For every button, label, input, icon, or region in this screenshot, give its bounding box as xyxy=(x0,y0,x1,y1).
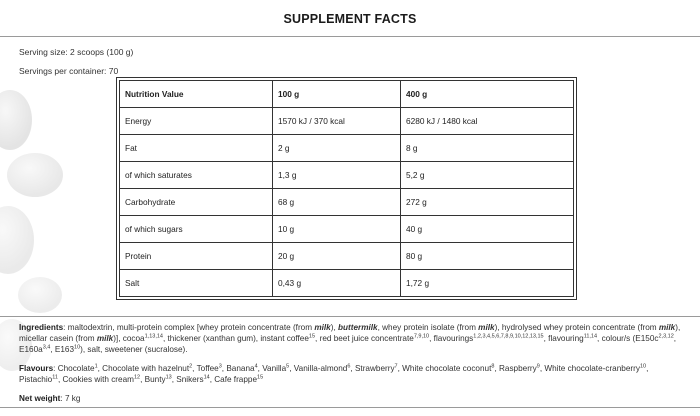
text-segment: ), micellar casein (from xyxy=(19,323,681,343)
text-segment: , White chocolate-cranberry xyxy=(539,364,640,373)
footnote-ref: 1 xyxy=(94,363,98,370)
allergen-word: milk xyxy=(658,323,676,332)
row-label: Salt xyxy=(120,270,273,297)
footnote-ref: 3,4 xyxy=(42,344,51,351)
footnote-ref: 10 xyxy=(74,344,81,351)
text-segment: , whey protein isolate (from xyxy=(377,323,479,332)
footnote-ref: 2 xyxy=(189,363,193,370)
page-title: SUPPLEMENT FACTS xyxy=(283,12,417,26)
text-segment: , Bunty xyxy=(140,375,166,384)
text-segment: , Cafe frappe xyxy=(209,375,258,384)
footnote-ref: 15 xyxy=(308,333,316,340)
footnote-ref: 4 xyxy=(254,363,258,370)
footnote-ref: 8 xyxy=(491,363,495,370)
divider-bottom xyxy=(0,407,700,408)
net-weight-value: : 7 kg xyxy=(60,394,81,403)
text-segment: , flavouring xyxy=(543,334,584,343)
table-row xyxy=(120,216,574,243)
flavours-text xyxy=(19,363,689,385)
table-row xyxy=(120,108,574,135)
text-segment: , Pistachio xyxy=(19,364,649,384)
row-value-100g: 1,3 g xyxy=(273,162,401,189)
row-value-100g: 10 g xyxy=(273,216,401,243)
text-segment: , E160a xyxy=(19,334,677,354)
row-value-100g: 2 g xyxy=(273,135,401,162)
ingredients-label: Ingredients xyxy=(19,323,64,332)
row-label: Protein xyxy=(120,243,273,270)
row-value-400g: 40 g xyxy=(401,216,574,243)
row-value-400g: 1,72 g xyxy=(401,270,574,297)
footnote-ref: 9 xyxy=(536,363,540,370)
row-value-100g: 1570 kJ / 370 kcal xyxy=(273,108,401,135)
nutrition-table xyxy=(119,80,574,297)
text-segment: : maltodextrin, multi-protein complex [whey protein concentrate (from xyxy=(63,323,315,332)
row-value-400g: 272 g xyxy=(401,189,574,216)
servings-per-container: Servings per container: 70 xyxy=(19,66,119,76)
row-value-100g: 0,43 g xyxy=(273,270,401,297)
footnote-ref: 7,9,10 xyxy=(413,333,430,340)
row-label: of which saturates xyxy=(120,162,273,189)
text-segment: , Banana xyxy=(221,364,255,373)
footnote-ref: 14 xyxy=(203,374,210,381)
footnote-ref: 1,13,14 xyxy=(144,333,163,340)
text-segment: ), xyxy=(330,323,338,332)
net-weight-label: Net weight xyxy=(19,394,61,403)
footnote-ref: 13 xyxy=(165,374,172,381)
text-segment: ), salt, sweetener (sucralose). xyxy=(80,345,188,354)
row-value-400g: 8 g xyxy=(401,135,574,162)
text-segment: , colour/s (E150c xyxy=(597,334,659,343)
text-segment: , Vanilla-almond xyxy=(289,364,348,373)
text-segment: : Chocolate xyxy=(53,364,95,373)
footnote-ref: 12 xyxy=(133,374,141,381)
flavours-label: Flavours xyxy=(19,364,54,373)
table-header-row xyxy=(120,81,574,108)
text-segment: , E163 xyxy=(50,345,75,354)
row-value-400g: 5,2 g xyxy=(401,162,574,189)
text-segment: , Snikers xyxy=(171,375,204,384)
table-row xyxy=(120,135,574,162)
footnote-ref: 3 xyxy=(218,363,222,370)
footnote-ref: 11,14 xyxy=(583,333,598,340)
footnote-ref: 10 xyxy=(639,363,647,370)
allergen-word: milk xyxy=(478,323,495,332)
text-segment: , White chocolate coconut xyxy=(397,364,492,373)
flavours-content xyxy=(19,364,648,384)
footnote-ref: 6 xyxy=(347,363,351,370)
row-label: Fat xyxy=(120,135,273,162)
serving-size: Serving size: 2 scoops (100 g) xyxy=(19,47,134,57)
header-400g: 400 g xyxy=(401,81,574,108)
text-segment: , flavourings xyxy=(429,334,474,343)
row-value-100g: 68 g xyxy=(273,189,401,216)
text-segment: , Cookies with cream xyxy=(57,375,134,384)
footnote-ref: 5 xyxy=(286,363,290,370)
footnote-ref: 7 xyxy=(394,363,398,370)
row-label: of which sugars xyxy=(120,216,273,243)
footnote-ref: 1,2,3,4,5,6,7,8,9,10,12,13,15 xyxy=(473,333,544,340)
text-segment: , Chocolate with hazelnut xyxy=(97,364,190,373)
row-value-400g: 80 g xyxy=(401,243,574,270)
table-row xyxy=(120,243,574,270)
ingredients-content xyxy=(19,323,680,354)
text-segment: , red beet juice concentrate xyxy=(315,334,414,343)
header-100g: 100 g xyxy=(273,81,401,108)
allergen-word: milk xyxy=(314,323,331,332)
text-segment: , Toffee xyxy=(192,364,219,373)
footnote-ref: 2,3,12 xyxy=(658,333,674,340)
text-segment: , Raspberry xyxy=(494,364,537,373)
text-segment: ), hydrolysed whey protein concentrate (from xyxy=(494,323,659,332)
allergen-word: milk xyxy=(96,334,114,343)
text-segment: , Vanilla xyxy=(257,364,287,373)
table-row xyxy=(120,270,574,297)
row-label: Carbohydrate xyxy=(120,189,273,216)
text-segment: , Strawberry xyxy=(350,364,395,373)
footnote-ref: 15 xyxy=(257,374,264,381)
table-row xyxy=(120,162,574,189)
row-value-400g: 6280 kJ / 1480 kcal xyxy=(401,108,574,135)
header-nutrition-value: Nutrition Value xyxy=(120,81,273,108)
divider-middle xyxy=(0,316,700,317)
footnote-ref: 11 xyxy=(52,374,58,381)
text-segment: )], cocoa xyxy=(113,334,145,343)
net-weight-text xyxy=(19,393,689,404)
table-row xyxy=(120,189,574,216)
text-segment: , thickener (xanthan gum), instant coffee xyxy=(162,334,309,343)
ingredients-text xyxy=(19,322,689,355)
row-value-100g: 20 g xyxy=(273,243,401,270)
divider-top xyxy=(0,36,700,37)
allergen-word: buttermilk xyxy=(338,323,378,332)
row-label: Energy xyxy=(120,108,273,135)
